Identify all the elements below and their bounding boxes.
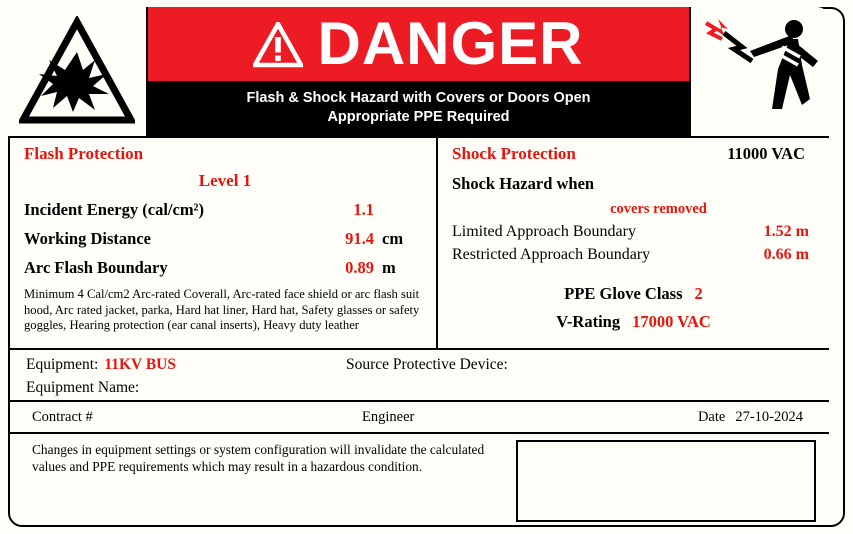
danger-title: DANGER	[317, 10, 584, 77]
limited-approach-boundary-value: 1.52 m	[763, 223, 809, 240]
shock-protection-header	[452, 144, 815, 164]
arc-flash-boundary-value: 0.89	[345, 258, 374, 277]
footer-note: Changes in equipment settings or system configuration will invalidate the calculated values and PPE requirements which may result in a hazardous condition.	[32, 442, 485, 474]
danger-subtitle-line1: Flash & Shock Hazard with Covers or Doors Open	[246, 90, 591, 106]
limited-approach-boundary-label: Limited Approach Boundary	[452, 223, 636, 240]
equipment-row	[26, 356, 829, 374]
shock-protection-voltage: 11000 VAC	[727, 144, 805, 163]
ppe-glove-class-value: 2	[694, 284, 703, 303]
arc-explosion-triangle-icon-svg	[19, 16, 135, 128]
v-rating-label: V-Rating	[556, 312, 621, 331]
electric-shock-person-icon	[689, 7, 829, 138]
equipment-section	[8, 350, 829, 402]
header	[8, 7, 829, 138]
flash-protection-section	[8, 138, 438, 348]
flash-protection-level: Level 1	[198, 171, 252, 190]
equipment-name-row	[26, 379, 829, 397]
danger-subtitle	[148, 84, 689, 136]
shock-protection-title: Shock Protection	[452, 144, 576, 163]
ppe-glove-class-label: PPE Glove Class	[564, 284, 683, 303]
warning-triangle-exclamation-icon	[253, 22, 303, 68]
incident-energy-label: Incident Energy (cal/cm²)	[24, 200, 205, 219]
incident-energy-value: 1.1	[353, 200, 374, 219]
arc-flash-boundary-unit: m	[382, 258, 396, 277]
working-distance-unit: cm	[382, 229, 404, 248]
danger-banner	[148, 7, 689, 138]
electric-shock-person-icon-svg	[698, 13, 822, 131]
contract-number-label: Contract #	[32, 408, 93, 425]
working-distance-label: Working Distance	[24, 229, 151, 248]
date-field	[562, 409, 829, 426]
shock-protection-section	[438, 138, 829, 348]
working-distance-value: 91.4	[345, 229, 374, 248]
ppe-requirements-text: Minimum 4 Cal/cm2 Arc-rated Coverall, Arc-rated face shield or arc flash suit hood, Arc rated jacket, parka, Hard hat liner, Hard hat, Safety glasses or safety goggles, Hearing protection (ear canal inserts), Heavy duty leather	[24, 287, 420, 333]
arc-flash-boundary-label: Arc Flash Boundary	[24, 258, 168, 277]
restricted-approach-boundary-label: Restricted Approach Boundary	[452, 246, 651, 263]
arc-flash-boundary-row	[24, 258, 426, 278]
ppe-glove-class-row	[452, 284, 815, 304]
working-distance-row	[24, 229, 426, 249]
v-rating-row	[452, 312, 815, 332]
date-label: Date	[697, 408, 726, 425]
contract-section	[8, 402, 829, 434]
flash-protection-title: Flash Protection	[24, 144, 144, 163]
source-protective-device-label: Source Protective Device:	[345, 356, 508, 373]
equipment-label: Equipment:	[26, 356, 99, 373]
restricted-approach-boundary-value: 0.66 m	[763, 246, 809, 263]
danger-bar	[148, 7, 689, 84]
incident-energy-row	[24, 200, 426, 220]
arc-explosion-triangle-icon	[8, 7, 148, 138]
equipment-value: 11KV BUS	[104, 356, 176, 373]
engineer-label: Engineer	[362, 408, 415, 425]
date-value: 27-10-2024	[735, 408, 803, 425]
limited-approach-boundary-row	[452, 223, 815, 241]
v-rating-value: 17000 VAC	[632, 312, 711, 331]
restricted-approach-boundary-row	[452, 246, 815, 264]
signature-box	[516, 440, 816, 522]
danger-subtitle-line2: Appropriate PPE Required	[327, 109, 510, 125]
main-content	[8, 138, 829, 350]
shock-hazard-when-label: Shock Hazard when	[452, 174, 595, 193]
shock-hazard-when-value: covers removed	[610, 201, 707, 217]
equipment-name-label: Equipment Name:	[26, 379, 140, 396]
